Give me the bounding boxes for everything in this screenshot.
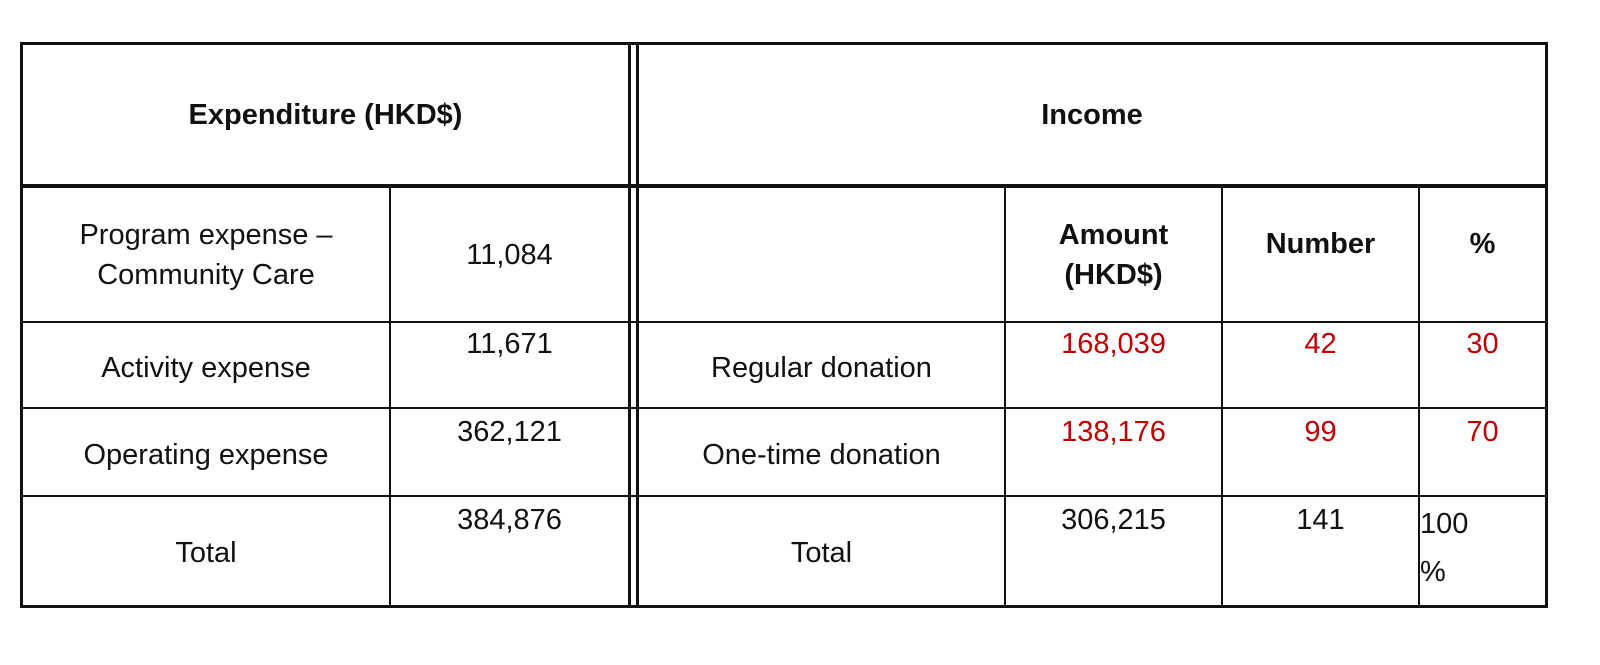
income-percent-total-line1: 100: [1420, 508, 1469, 540]
income-amount-onetime: 138,176: [1061, 416, 1166, 448]
expenditure-header: Expenditure (HKD$): [188, 98, 463, 131]
exp-label-activity: Activity expense: [101, 352, 311, 384]
income-percent-header: %: [1469, 227, 1496, 260]
income-percent-regular: 30: [1466, 328, 1499, 360]
income-blank-header: [639, 188, 1004, 321]
section-double-divider-a: [628, 45, 631, 605]
exp-label-operating: Operating expense: [83, 439, 329, 471]
exp-value-activity: 11,671: [466, 328, 553, 360]
exp-label-program: [23, 188, 389, 321]
income-percent-total-line2: %: [1420, 556, 1446, 588]
exp-label-program-line2: Community Care: [97, 258, 315, 291]
exp-value-total: 384,876: [457, 504, 562, 536]
income-percent-total: [1420, 497, 1545, 605]
income-number-regular: 42: [1304, 328, 1337, 360]
income-amount-header-line1: Amount: [1058, 218, 1169, 251]
income-label-regular: Regular donation: [711, 352, 932, 384]
income-label-onetime: One-time donation: [702, 439, 941, 471]
exp-value-program: 11,084: [466, 238, 553, 271]
income-amount-header-line2: (HKD$): [1064, 258, 1163, 291]
financial-summary-table: [20, 42, 1548, 608]
exp-value-operating: 362,121: [457, 416, 562, 448]
income-percent-onetime: 70: [1466, 416, 1499, 448]
income-number-onetime: 99: [1304, 416, 1337, 448]
income-header: Income: [1041, 98, 1143, 131]
income-amount-regular: 168,039: [1061, 328, 1166, 360]
income-amount-total: 306,215: [1061, 504, 1166, 536]
income-label-total: Total: [790, 537, 853, 569]
income-amount-header: [1006, 188, 1221, 321]
income-number-header: Number: [1265, 227, 1376, 260]
exp-label-total: Total: [175, 537, 237, 569]
income-number-total: 141: [1296, 504, 1345, 536]
exp-label-program-line1: Program expense –: [79, 218, 333, 251]
